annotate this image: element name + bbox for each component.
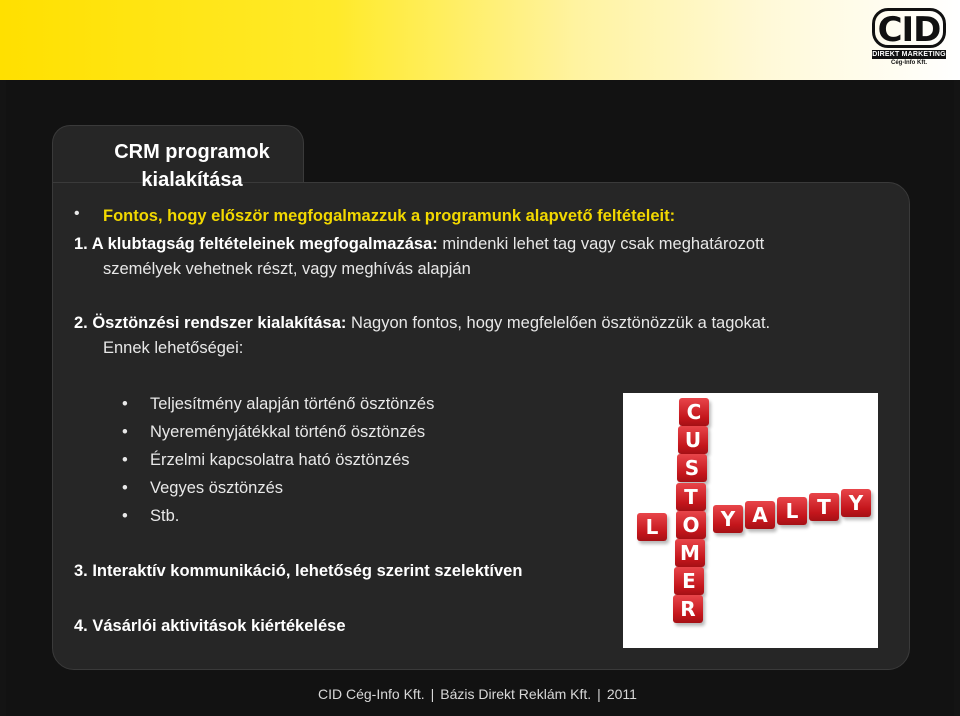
item-1-text-2: személyek vehetnek részt, vagy meghívás alapján bbox=[103, 260, 471, 278]
item-4: 4. Vásárlói aktivitások kiértékelése bbox=[74, 617, 346, 635]
item-2-text-2: Ennek lehetőségei: bbox=[103, 339, 244, 357]
footer-year: 2011 bbox=[606, 686, 637, 702]
item-2 bbox=[74, 311, 770, 336]
slide-title: CRM programok kialakítása bbox=[114, 141, 270, 191]
logo-company: Cég-Info Kft. bbox=[891, 60, 927, 66]
list-item: • Érzelmi kapcsolatra ható ösztönzés bbox=[110, 446, 434, 474]
list-item: • Nyereményjátékkal történő ösztönzés bbox=[110, 418, 434, 446]
footer-separator: | bbox=[597, 686, 601, 702]
tile: M bbox=[675, 539, 705, 567]
tile: O bbox=[676, 511, 706, 539]
tile: T bbox=[676, 483, 706, 511]
item-3: 3. Interaktív kommunikáció, lehetőség szerint szelektíven bbox=[74, 562, 523, 580]
loyalty-customer-image bbox=[623, 393, 878, 648]
list-item: • Stb. bbox=[110, 502, 434, 530]
item-2-label: 2. Ösztönzési rendszer kialakítása: bbox=[74, 314, 347, 332]
top-banner bbox=[0, 0, 960, 80]
item-1-text: mindenki lehet tag vagy csak meghatározott bbox=[437, 235, 765, 253]
bullet-dot: • bbox=[74, 205, 80, 222]
list-item: • Vegyes ösztönzés bbox=[110, 474, 434, 502]
footer-separator: | bbox=[430, 686, 435, 702]
item-1-label: 1. A klubtagság feltételeinek megfogalmazása: bbox=[74, 235, 438, 253]
logo-tagline: DIREKT MARKETING bbox=[872, 51, 946, 58]
tile: Y bbox=[841, 489, 871, 517]
tile: R bbox=[673, 595, 703, 623]
tile: S bbox=[677, 454, 707, 482]
tile: Y bbox=[713, 505, 743, 533]
tile: L bbox=[637, 513, 667, 541]
tile: E bbox=[674, 567, 704, 595]
item-1 bbox=[74, 232, 764, 257]
slide-footer bbox=[318, 686, 637, 702]
incentive-list bbox=[110, 390, 434, 530]
list-item: • Teljesítmény alapján történő ösztönzés bbox=[110, 390, 434, 418]
cid-logo bbox=[872, 8, 946, 70]
tile: L bbox=[777, 497, 807, 525]
footer-company-2: Bázis Direkt Reklám Kft. bbox=[440, 686, 592, 702]
footer-company-1: CID Cég-Info Kft. bbox=[318, 686, 425, 702]
tile: T bbox=[809, 493, 839, 521]
intro-bullet: Fontos, hogy először megfogalmazzuk a programunk alapvető feltételeit: bbox=[103, 207, 676, 225]
logo-mark: CID bbox=[872, 8, 946, 48]
item-2-text: Nagyon fontos, hogy megfelelően ösztönözzük a tagokat. bbox=[346, 314, 771, 332]
tile: C bbox=[679, 398, 709, 426]
tile: U bbox=[678, 426, 708, 454]
tile: A bbox=[745, 501, 775, 529]
